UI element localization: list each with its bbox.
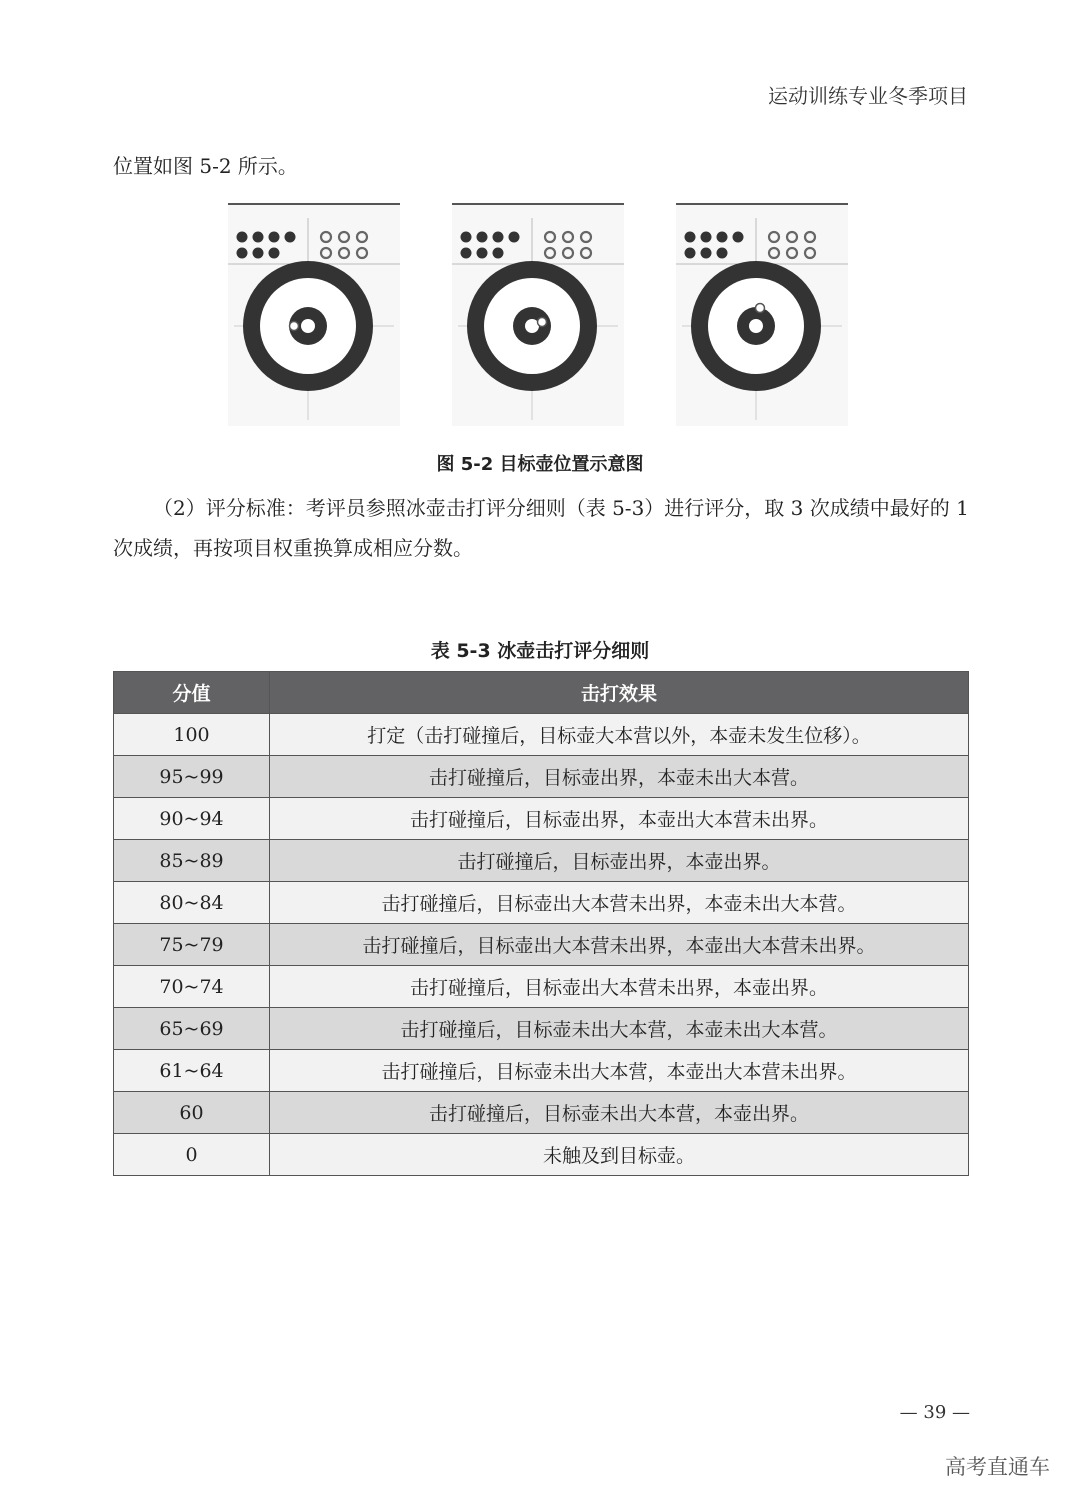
stone-icon <box>717 232 728 243</box>
target-stone-icon <box>756 304 765 313</box>
page-number: — 39 — <box>899 1402 970 1423</box>
stone-icon <box>477 232 488 243</box>
score-table <box>113 671 969 1176</box>
stone-icon <box>701 232 712 243</box>
stone-icon <box>701 248 712 259</box>
effect-cell: 击打碰撞后，目标壶出大本营未出界，本壶出大本营未出界。 <box>270 924 969 966</box>
target-panel <box>228 204 400 426</box>
header-effect: 击打效果 <box>270 672 969 714</box>
score-cell: 0 <box>114 1134 270 1176</box>
stone-icon <box>237 248 248 259</box>
target-stone-icon <box>538 318 547 327</box>
stone-icon <box>477 248 488 259</box>
score-cell: 100 <box>114 714 270 756</box>
stone-icon <box>237 232 248 243</box>
stone-icon <box>269 248 280 259</box>
table-row <box>114 1134 969 1176</box>
effect-cell: 击打碰撞后，目标壶未出大本营，本壶出大本营未出界。 <box>270 1050 969 1092</box>
stone-icon <box>493 248 504 259</box>
effect-cell: 打定（击打碰撞后，目标壶大本营以外，本壶未发生位移）。 <box>270 714 969 756</box>
table-row <box>114 798 969 840</box>
score-cell: 80~84 <box>114 882 270 924</box>
running-header: 运动训练专业冬季项目 <box>768 84 968 108</box>
stone-icon <box>509 232 520 243</box>
table-row <box>114 966 969 1008</box>
intro-paragraph: 位置如图 5-2 所示。 <box>113 154 298 178</box>
table-row <box>114 1050 969 1092</box>
effect-cell: 击打碰撞后，目标壶出界，本壶出界。 <box>270 840 969 882</box>
stone-icon <box>733 232 744 243</box>
stone-icon <box>285 232 296 243</box>
stone-icon <box>461 248 472 259</box>
stone-icon <box>493 232 504 243</box>
table-row <box>114 882 969 924</box>
stone-icon <box>269 232 280 243</box>
table-header-row <box>114 672 969 714</box>
table-row <box>114 840 969 882</box>
effect-cell: 击打碰撞后，目标壶未出大本营，本壶出界。 <box>270 1092 969 1134</box>
table-row <box>114 756 969 798</box>
effect-cell: 击打碰撞后，目标壶出界，本壶出大本营未出界。 <box>270 798 969 840</box>
score-cell: 70~74 <box>114 966 270 1008</box>
table-row <box>114 1008 969 1050</box>
effect-cell: 击打碰撞后，目标壶未出大本营，本壶未出大本营。 <box>270 1008 969 1050</box>
target-panel <box>676 204 848 426</box>
table-row <box>114 1092 969 1134</box>
stone-icon <box>461 232 472 243</box>
target-figure <box>228 198 852 426</box>
table-row <box>114 714 969 756</box>
target-stone-icon <box>290 322 299 331</box>
score-cell: 85~89 <box>114 840 270 882</box>
stone-icon <box>717 248 728 259</box>
effect-cell: 击打碰撞后，目标壶出大本营未出界，本壶出界。 <box>270 966 969 1008</box>
stone-icon <box>685 232 696 243</box>
criteria-paragraph: （2）评分标准：考评员参照冰壶击打评分细则（表 5-3）进行评分，取 3 次成绩中最好的 1 次成绩，再按项目权重换算成相应分数。 <box>113 496 969 560</box>
effect-cell: 击打碰撞后，目标壶出大本营未出界，本壶未出大本营。 <box>270 882 969 924</box>
stone-icon <box>253 248 264 259</box>
score-cell: 61~64 <box>114 1050 270 1092</box>
effect-cell: 未触及到目标壶。 <box>270 1134 969 1176</box>
header-score: 分值 <box>114 672 270 714</box>
target-panel <box>452 204 624 426</box>
score-cell: 90~94 <box>114 798 270 840</box>
score-cell: 60 <box>114 1092 270 1134</box>
score-cell: 75~79 <box>114 924 270 966</box>
stone-icon <box>253 232 264 243</box>
effect-cell: 击打碰撞后，目标壶出界，本壶未出大本营。 <box>270 756 969 798</box>
score-cell: 65~69 <box>114 1008 270 1050</box>
score-cell: 95~99 <box>114 756 270 798</box>
table-caption: 表 5-3 冰壶击打评分细则 <box>430 640 650 662</box>
watermark: 高考直通车 <box>945 1455 1050 1479</box>
stone-icon <box>685 248 696 259</box>
figure-caption: 图 5-2 目标壶位置示意图 <box>436 454 644 475</box>
table-row <box>114 924 969 966</box>
